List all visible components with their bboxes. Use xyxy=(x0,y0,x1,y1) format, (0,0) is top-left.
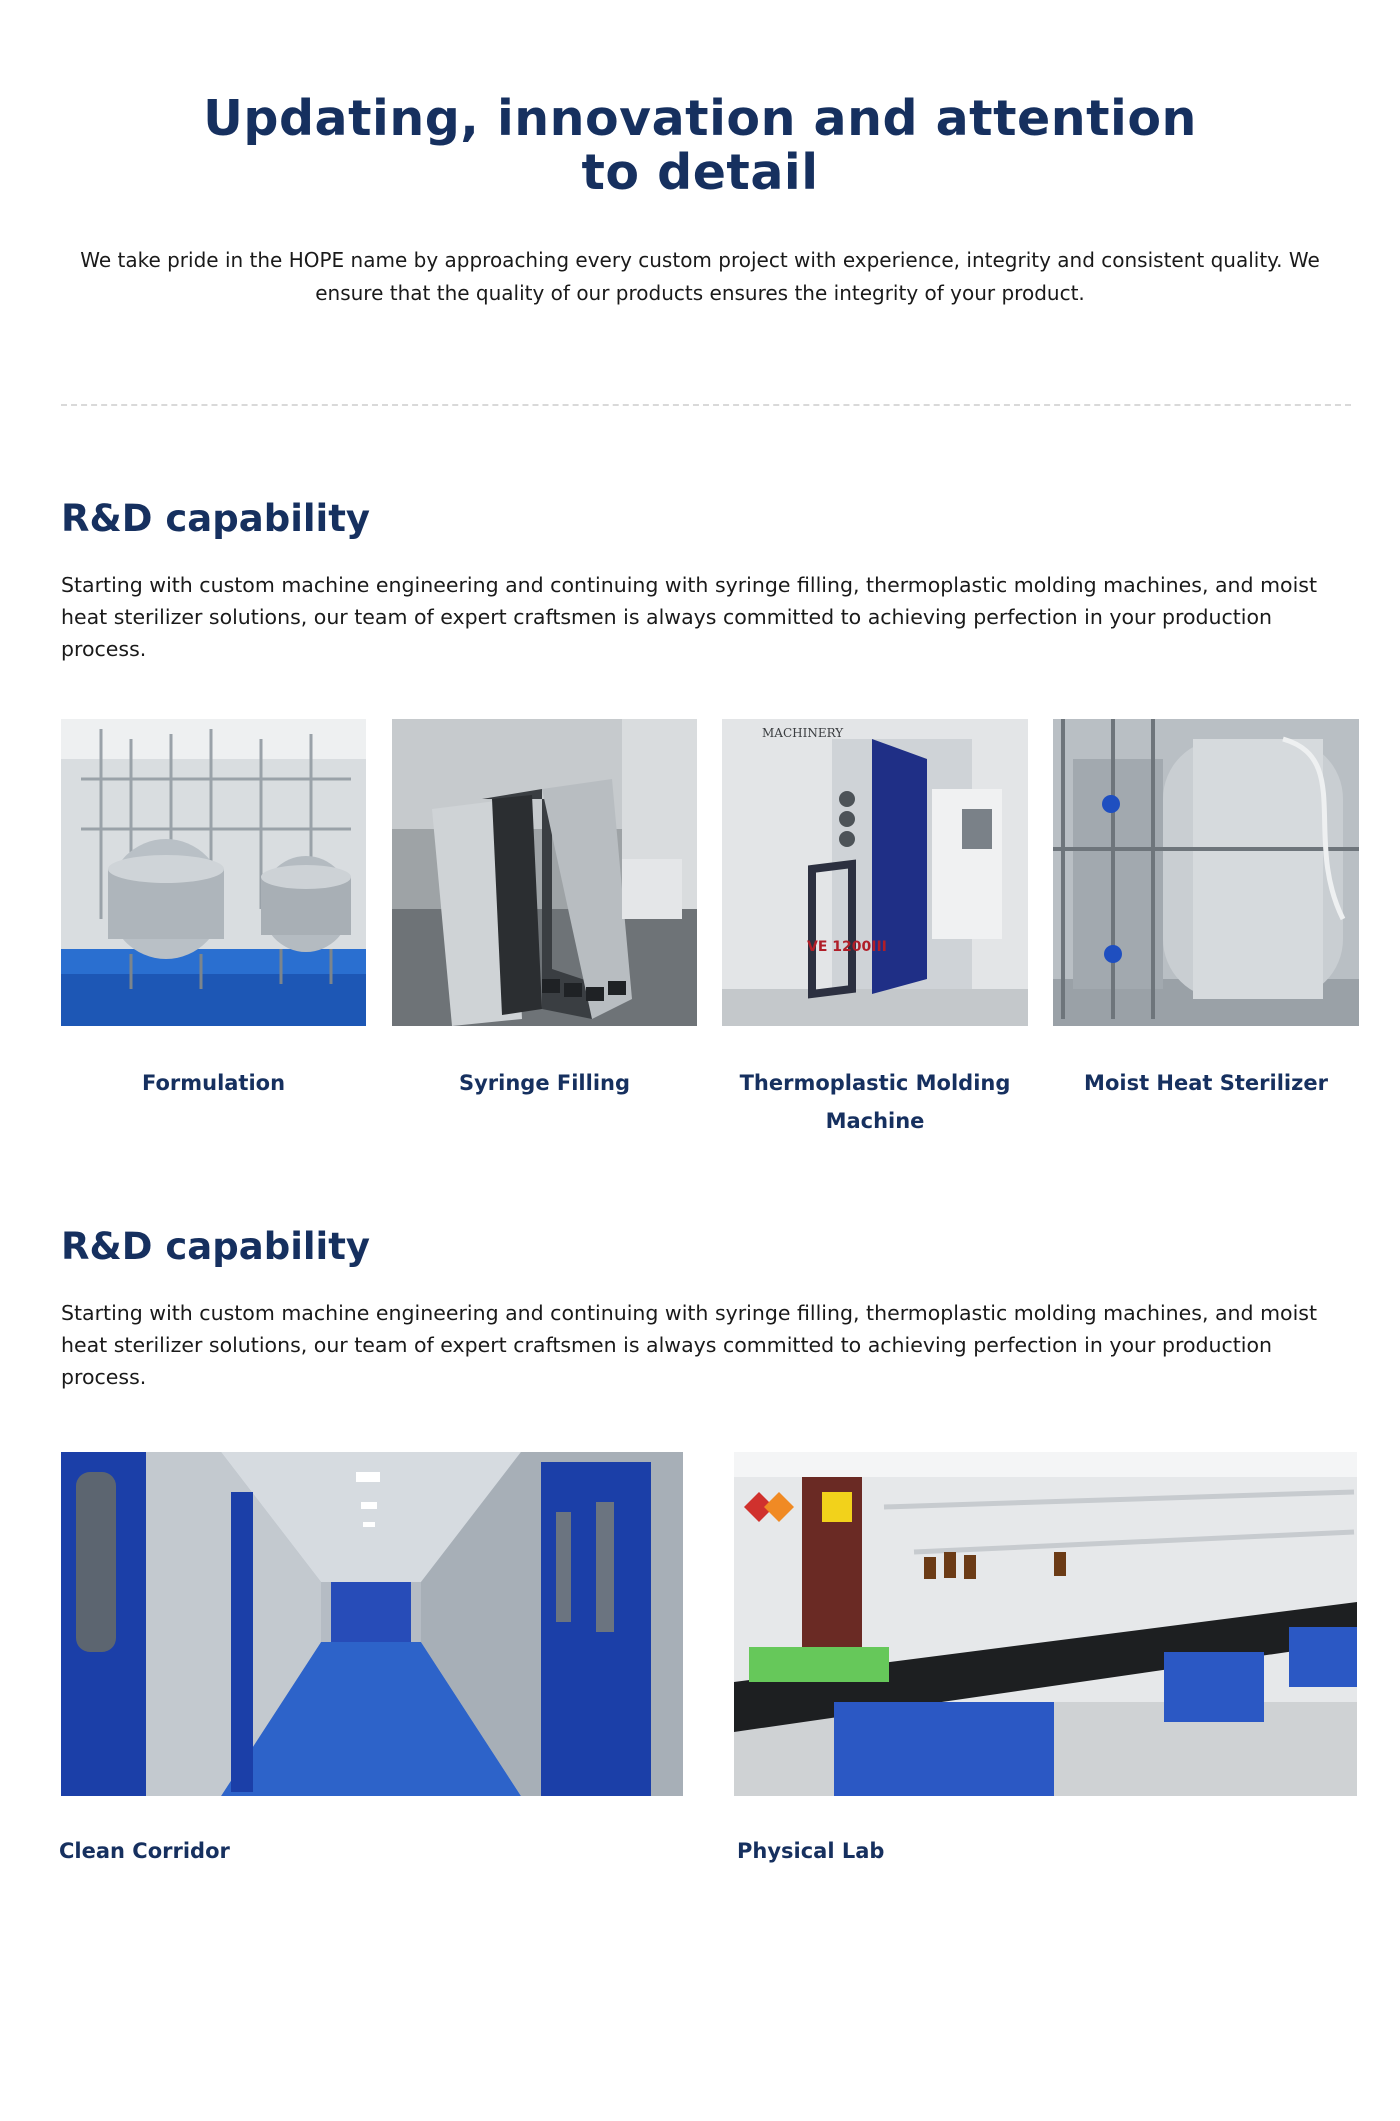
section-paragraph-rd-1: Starting with custom machine engineering and continuing with syringe filling, thermoplastic molding machines, and moist heat sterilizer solutions, our team of expert craftsmen is always committed to achieving perfection in your production process. xyxy=(61,573,1317,661)
section-title-rd-1: R&D capability xyxy=(61,497,371,540)
physical-lab-caption: Physical Lab xyxy=(737,1839,885,1863)
physical-lab-image xyxy=(734,1452,1357,1796)
page-title: Updating, innovation and attention to detail xyxy=(203,90,1197,201)
intro-paragraph: We take pride in the HOPE name by approaching every custom project with experience, integrity and consistent quality. We ensure that the quality of our products ensures the integrity of your product. xyxy=(80,248,1320,305)
sterilizer-photo[interactable] xyxy=(1053,719,1359,1026)
clean-corridor-photo[interactable] xyxy=(61,1452,683,1796)
clean-corridor-image xyxy=(61,1452,683,1796)
molding-machine-image xyxy=(722,719,1028,1026)
section-paragraph-rd-2: Starting with custom machine engineering and continuing with syringe filling, thermoplastic molding machines, and moist heat sterilizer solutions, our team of expert craftsmen is always committed to achieving perfection in your production process. xyxy=(61,1301,1317,1389)
formulation-tanks-image xyxy=(61,719,366,1026)
section-title-rd-2: R&D capability xyxy=(61,1225,371,1268)
syringe-filling-photo[interactable] xyxy=(392,719,697,1026)
clean-corridor-caption: Clean Corridor xyxy=(59,1839,230,1863)
sterilizer-caption: Moist Heat Sterilizer xyxy=(1084,1071,1328,1095)
physical-lab-photo[interactable] xyxy=(734,1452,1357,1796)
section-divider xyxy=(61,404,1351,406)
syringe-filling-conveyor-image xyxy=(392,719,697,1026)
syringe-filling-caption: Syringe Filling xyxy=(458,1071,631,1095)
machine-brand-text: MACHINERY xyxy=(762,726,844,740)
formulation-photo[interactable] xyxy=(61,719,366,1026)
formulation-caption: Formulation xyxy=(141,1071,286,1095)
sterilizer-image xyxy=(1053,719,1359,1026)
molding-machine-caption: Thermoplastic Molding Machine xyxy=(739,1071,1011,1133)
machine-model-label: VE 1200III xyxy=(807,939,887,955)
molding-machine-photo[interactable] xyxy=(722,719,1028,1026)
